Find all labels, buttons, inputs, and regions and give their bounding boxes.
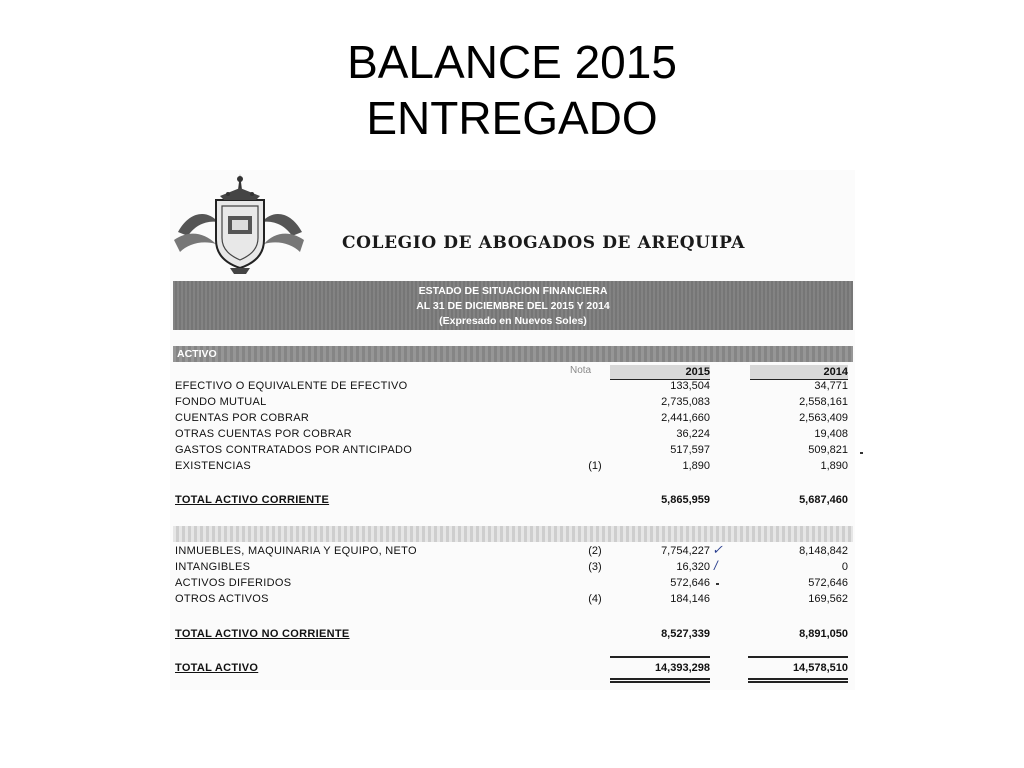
total-top-rule-2015	[610, 656, 710, 658]
row-label: OTROS ACTIVOS	[175, 593, 269, 605]
row-value-2014: 2,558,161	[799, 396, 848, 408]
heading-line2: AL 31 DE DICIEMBRE DEL 2015 Y 2014	[416, 300, 610, 312]
pen-mark	[716, 583, 719, 585]
statement-heading	[173, 281, 853, 330]
row-label: EXISTENCIAS	[175, 460, 252, 472]
coat-of-arms-icon	[170, 170, 305, 280]
row-value-2014: 34,771	[814, 380, 848, 392]
total-current-assets-label: TOTAL ACTIVO CORRIENTE	[175, 494, 330, 506]
row-value-2015: 1,890	[682, 460, 710, 472]
row-label: GASTOS CONTRATADOS POR ANTICIPADO	[175, 444, 413, 456]
table-row	[170, 591, 855, 607]
row-value-2014: 1,890	[820, 460, 848, 472]
section-activo-label: ACTIVO	[177, 348, 217, 360]
row-value-2015: 133,504	[670, 380, 710, 392]
row-value-2014: 8,148,842	[799, 545, 848, 557]
total-double-rule-2015	[610, 681, 710, 683]
total-double-rule-2014	[748, 681, 848, 683]
row-value-2015: 517,597	[670, 444, 710, 456]
section-activo-bar	[173, 346, 853, 362]
row-value-2015: 2,735,083	[661, 396, 710, 408]
total-current-assets-2015: 5,865,959	[661, 494, 710, 506]
row-label: INMUEBLES, MAQUINARIA Y EQUIPO, NETO	[175, 545, 417, 557]
check-mark: /	[714, 558, 718, 573]
row-label: INTANGIBLES	[175, 561, 251, 573]
slide-title-line1: BALANCE 2015	[347, 36, 677, 88]
row-note: (3)	[588, 561, 602, 573]
row-label: CUENTAS POR COBRAR	[175, 412, 310, 424]
row-value-2015: 36,224	[676, 428, 710, 440]
check-mark: ✓	[712, 542, 723, 557]
table-row	[170, 575, 855, 591]
column-header-2015: 2015	[610, 365, 710, 380]
total-assets-label: TOTAL ACTIVO	[175, 662, 259, 674]
row-note: (2)	[588, 545, 602, 557]
row-value-2015: 16,320	[676, 561, 710, 573]
slide-title	[0, 34, 1024, 146]
row-value-2014: 2,563,409	[799, 412, 848, 424]
row-value-2015: 572,646	[670, 577, 710, 589]
table-row	[170, 543, 855, 559]
total-non-current-assets-label: TOTAL ACTIVO NO CORRIENTE	[175, 628, 350, 640]
section-non-current-bar	[173, 526, 853, 542]
total-current-assets-row	[170, 492, 855, 508]
scanned-document	[170, 170, 855, 690]
row-label: EFECTIVO O EQUIVALENTE DE EFECTIVO	[175, 380, 408, 392]
table-row	[170, 458, 855, 474]
total-current-assets-2014: 5,687,460	[799, 494, 848, 506]
table-row	[170, 394, 855, 410]
row-value-2014: 19,408	[814, 428, 848, 440]
total-bottom-rule-2014	[748, 678, 848, 680]
row-note: (4)	[588, 593, 602, 605]
column-header-nota: Nota	[570, 365, 592, 376]
heading-line1: ESTADO DE SITUACION FINANCIERA	[418, 285, 608, 297]
row-value-2015: 7,754,227	[661, 545, 710, 557]
row-value-2014: 572,646	[808, 577, 848, 589]
total-top-rule-2014	[748, 656, 848, 658]
total-bottom-rule-2015	[610, 678, 710, 680]
slide-title-line2: ENTREGADO	[366, 92, 658, 144]
total-assets-2015: 14,393,298	[654, 662, 710, 674]
row-label: FONDO MUTUAL	[175, 396, 267, 408]
total-assets-2014: 14,578,510	[792, 662, 848, 674]
row-label: OTRAS CUENTAS POR COBRAR	[175, 428, 352, 440]
row-value-2015: 184,146	[670, 593, 710, 605]
total-non-current-assets-row	[170, 626, 855, 642]
row-value-2014: 0	[841, 561, 848, 573]
table-row	[170, 378, 855, 394]
organization-name: COLEGIO DE ABOGADOS DE AREQUIPA	[342, 233, 746, 253]
pen-mark	[860, 452, 863, 454]
table-row	[170, 426, 855, 442]
row-label: ACTIVOS DIFERIDOS	[175, 577, 292, 589]
row-note: (1)	[588, 460, 602, 472]
heading-line3: (Expresado en Nuevos Soles)	[439, 315, 587, 327]
table-row	[170, 442, 855, 458]
column-header-2014: 2014	[750, 365, 848, 380]
table-row	[170, 559, 855, 575]
row-value-2014: 169,562	[808, 593, 848, 605]
row-value-2014: 509,821	[808, 444, 848, 456]
total-non-current-assets-2014: 8,891,050	[799, 628, 848, 640]
table-row	[170, 410, 855, 426]
total-non-current-assets-2015: 8,527,339	[661, 628, 710, 640]
total-assets-row	[170, 660, 855, 676]
row-value-2015: 2,441,660	[661, 412, 710, 424]
